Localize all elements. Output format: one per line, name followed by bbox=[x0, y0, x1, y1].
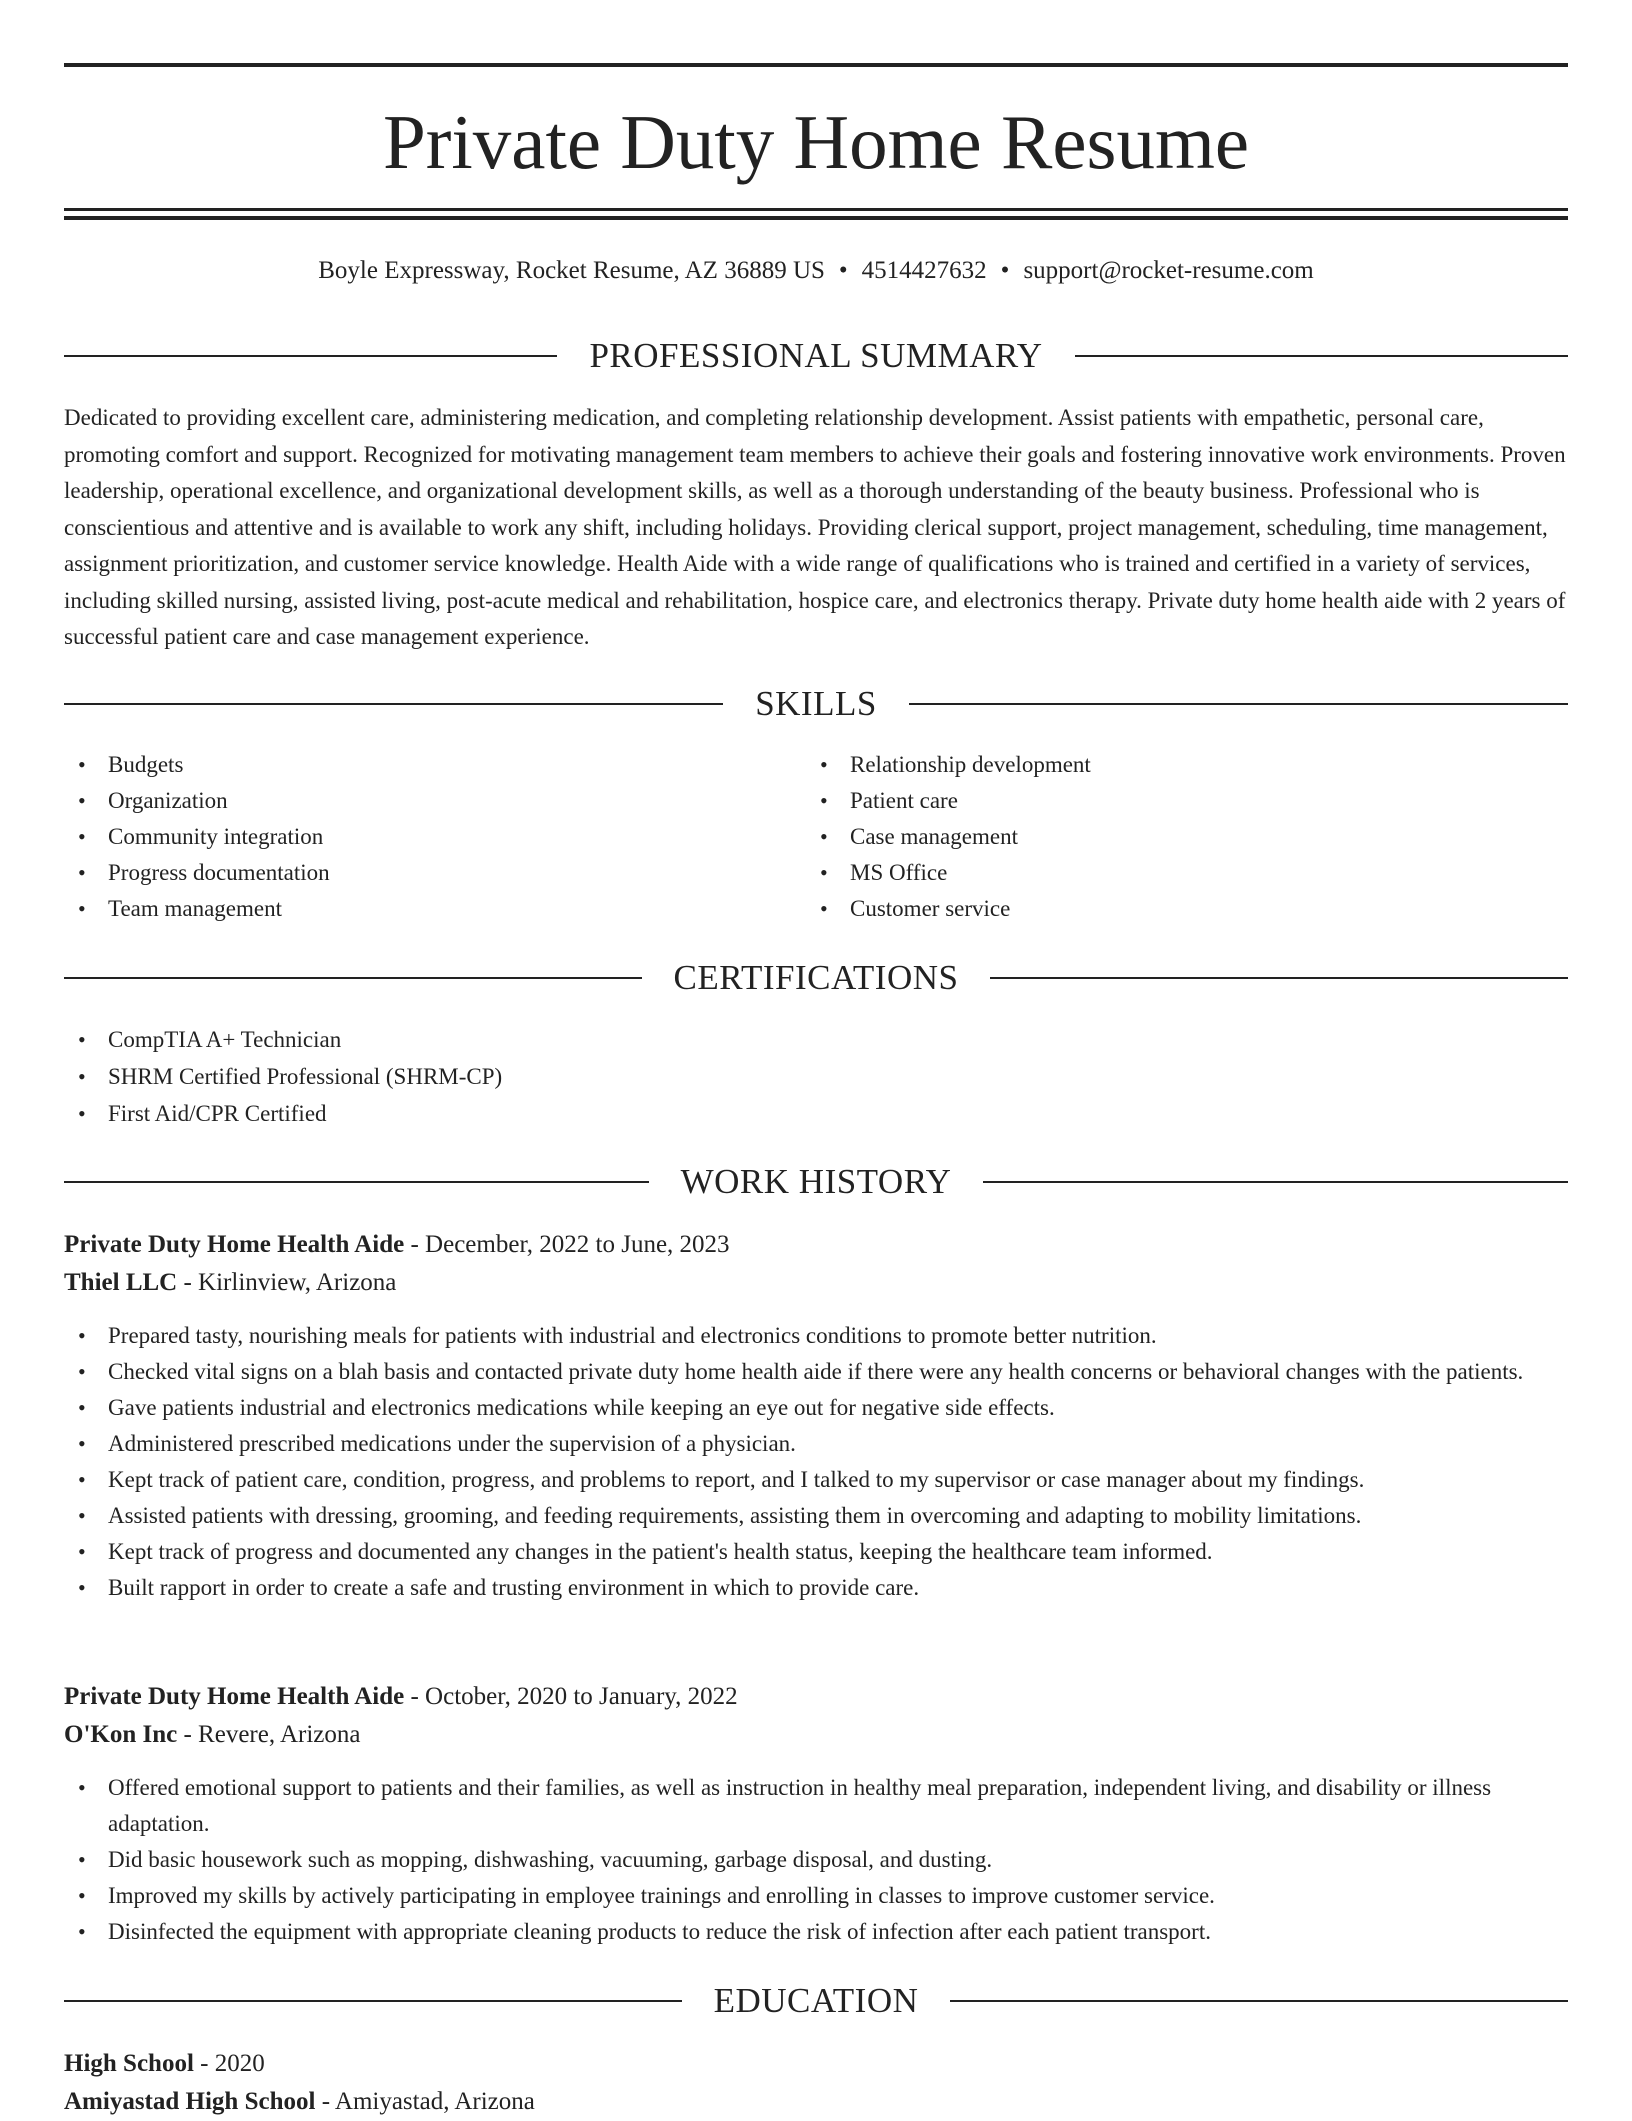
job-bullet: • Checked vital signs on a blah basis and contacted private duty home health aide if there were any health concerns or behavioral changes with the patients. bbox=[64, 1354, 1568, 1390]
contact-phone: 4514427632 bbox=[861, 257, 987, 284]
skill-item: • Progress documentation bbox=[64, 855, 806, 891]
job-title-line bbox=[64, 1678, 1568, 1716]
certification-item: • SHRM Certified Professional (SHRM-CP) bbox=[64, 1058, 1568, 1095]
heading-rule-right bbox=[990, 977, 1568, 979]
education-degree-line bbox=[64, 2045, 1568, 2083]
title-rule-upper bbox=[64, 208, 1568, 211]
job-bullets bbox=[64, 1770, 1568, 1950]
heading-rule-right bbox=[983, 1181, 1568, 1183]
job-bullet: • Did basic housework such as mopping, dishwashing, vacuuming, garbage disposal, and dusting. bbox=[64, 1842, 1568, 1878]
job-bullet: • Kept track of patient care, condition, progress, and problems to report, and I talked to my supervisor or case manager about my findings. bbox=[64, 1462, 1568, 1498]
certification-item: • CompTIA A+ Technician bbox=[64, 1021, 1568, 1058]
work-section-heading bbox=[64, 1160, 1568, 1204]
job-title: Private Duty Home Health Aide bbox=[64, 1231, 405, 1258]
skill-item: • Relationship development bbox=[806, 747, 1548, 783]
certifications-list bbox=[64, 1021, 1568, 1132]
job-bullet: • Offered emotional support to patients and their families, as well as instruction in healthy meal preparation, independent living, and disability or illness adaptation. bbox=[64, 1770, 1568, 1842]
skill-item: • MS Office bbox=[806, 855, 1548, 891]
job-company: Thiel LLC bbox=[64, 1269, 178, 1296]
summary-heading: PROFESSIONAL SUMMARY bbox=[589, 336, 1043, 375]
job-company-line bbox=[64, 1264, 1568, 1302]
skill-item: • Patient care bbox=[806, 783, 1548, 819]
job-company: O'Kon Inc bbox=[64, 1721, 178, 1748]
job-bullet: • Disinfected the equipment with appropriate cleaning products to reduce the risk of infection after each patient transport. bbox=[64, 1914, 1568, 1950]
contact-line bbox=[64, 253, 1568, 289]
job-company-line bbox=[64, 1716, 1568, 1754]
resume-title: Private Duty Home Resume bbox=[382, 99, 1250, 185]
job-bullet: • Improved my skills by actively participating in employee trainings and enrolling in classes to improve customer service. bbox=[64, 1878, 1568, 1914]
education-school-line bbox=[64, 2083, 1568, 2121]
work-heading: WORK HISTORY bbox=[680, 1162, 952, 1201]
heading-rule-left bbox=[64, 2000, 682, 2002]
heading-rule-left bbox=[64, 977, 642, 979]
contact-address: Boyle Expressway, Rocket Resume, AZ 36889 US bbox=[318, 257, 825, 284]
job-bullet: • Administered prescribed medications under the supervision of a physician. bbox=[64, 1426, 1568, 1462]
job-location: - Revere, Arizona bbox=[177, 1721, 361, 1748]
job-title: Private Duty Home Health Aide bbox=[64, 1683, 405, 1710]
skills-columns bbox=[64, 747, 1568, 927]
summary-section-heading bbox=[64, 334, 1568, 378]
skills-list-left bbox=[64, 747, 806, 927]
skill-item: • Organization bbox=[64, 783, 806, 819]
skill-item: • Community integration bbox=[64, 819, 806, 855]
job-bullet: • Built rapport in order to create a safe and trusting environment in which to provide care. bbox=[64, 1570, 1568, 1606]
job-location: - Kirlinview, Arizona bbox=[177, 1269, 397, 1296]
skills-list-right bbox=[806, 747, 1548, 927]
job-title-line bbox=[64, 1226, 1568, 1264]
job-dates: - December, 2022 to June, 2023 bbox=[404, 1231, 730, 1258]
certification-item: • First Aid/CPR Certified bbox=[64, 1095, 1568, 1132]
job-bullet: • Gave patients industrial and electronics medications while keeping an eye out for negative side effects. bbox=[64, 1390, 1568, 1426]
job-bullet: • Assisted patients with dressing, grooming, and feeding requirements, assisting them in overcoming and adapting to mobility limitations. bbox=[64, 1498, 1568, 1534]
contact-email: support@rocket-resume.com bbox=[1023, 257, 1314, 284]
heading-rule-left bbox=[64, 703, 723, 705]
summary-text: Dedicated to providing excellent care, administering medication, and completing relationship development. Assist patients with empathetic, personal care, promoting comfort and support. Recognized for motivating management team members to achieve their goals and fostering innovative work environments. Proven leadership, operational excellence, and organizational development skills, as well as a thorough understanding of the beauty business. Professional who is conscientious and attentive and is available to work any shift, including holidays. Providing clerical support, project management, scheduling, time management, assignment prioritization, and customer service knowledge. Health Aide with a wide range of qualifications who is trained and certified in a variety of services, including skilled nursing, assisted living, post-acute medical and rehabilitation, hospice care, and electronics therapy. Private duty home health aide with 2 years of successful patient care and case management experience. bbox=[64, 405, 1566, 649]
job-bullet: • Kept track of progress and documented any changes in the patient's health status, keeping the healthcare team informed. bbox=[64, 1534, 1568, 1570]
education-school: Amiyastad High School bbox=[64, 2088, 316, 2115]
skill-item: • Customer service bbox=[806, 891, 1548, 927]
education-entry bbox=[64, 2045, 1568, 2121]
title-rule-lower bbox=[64, 216, 1568, 220]
contact-separator: • bbox=[1000, 257, 1010, 284]
job-entry bbox=[64, 1678, 1568, 1950]
job-dates: - October, 2020 to January, 2022 bbox=[404, 1683, 738, 1710]
heading-rule-right bbox=[909, 703, 1568, 705]
certifications-heading: CERTIFICATIONS bbox=[673, 958, 959, 997]
job-bullets bbox=[64, 1318, 1568, 1606]
heading-rule-left bbox=[64, 355, 557, 357]
skills-section-heading bbox=[64, 682, 1568, 726]
heading-rule-right bbox=[950, 2000, 1568, 2002]
education-degree: High School bbox=[64, 2050, 194, 2077]
skill-item: • Team management bbox=[64, 891, 806, 927]
skill-item: • Case management bbox=[806, 819, 1548, 855]
education-section-heading bbox=[64, 1979, 1568, 2023]
heading-rule-left bbox=[64, 1181, 649, 1183]
education-year: - 2020 bbox=[193, 2050, 265, 2077]
education-heading: EDUCATION bbox=[713, 1981, 919, 2020]
education-location: - Amiyastad, Arizona bbox=[315, 2088, 535, 2115]
skill-item: • Budgets bbox=[64, 747, 806, 783]
job-entry bbox=[64, 1226, 1568, 1606]
contact-separator: • bbox=[838, 257, 848, 284]
job-bullet: • Prepared tasty, nourishing meals for patients with industrial and electronics conditions to promote better nutrition. bbox=[64, 1318, 1568, 1354]
skills-heading: SKILLS bbox=[755, 684, 877, 723]
top-rule bbox=[64, 63, 1568, 67]
certifications-section-heading bbox=[64, 956, 1568, 1000]
heading-rule-right bbox=[1075, 355, 1568, 357]
